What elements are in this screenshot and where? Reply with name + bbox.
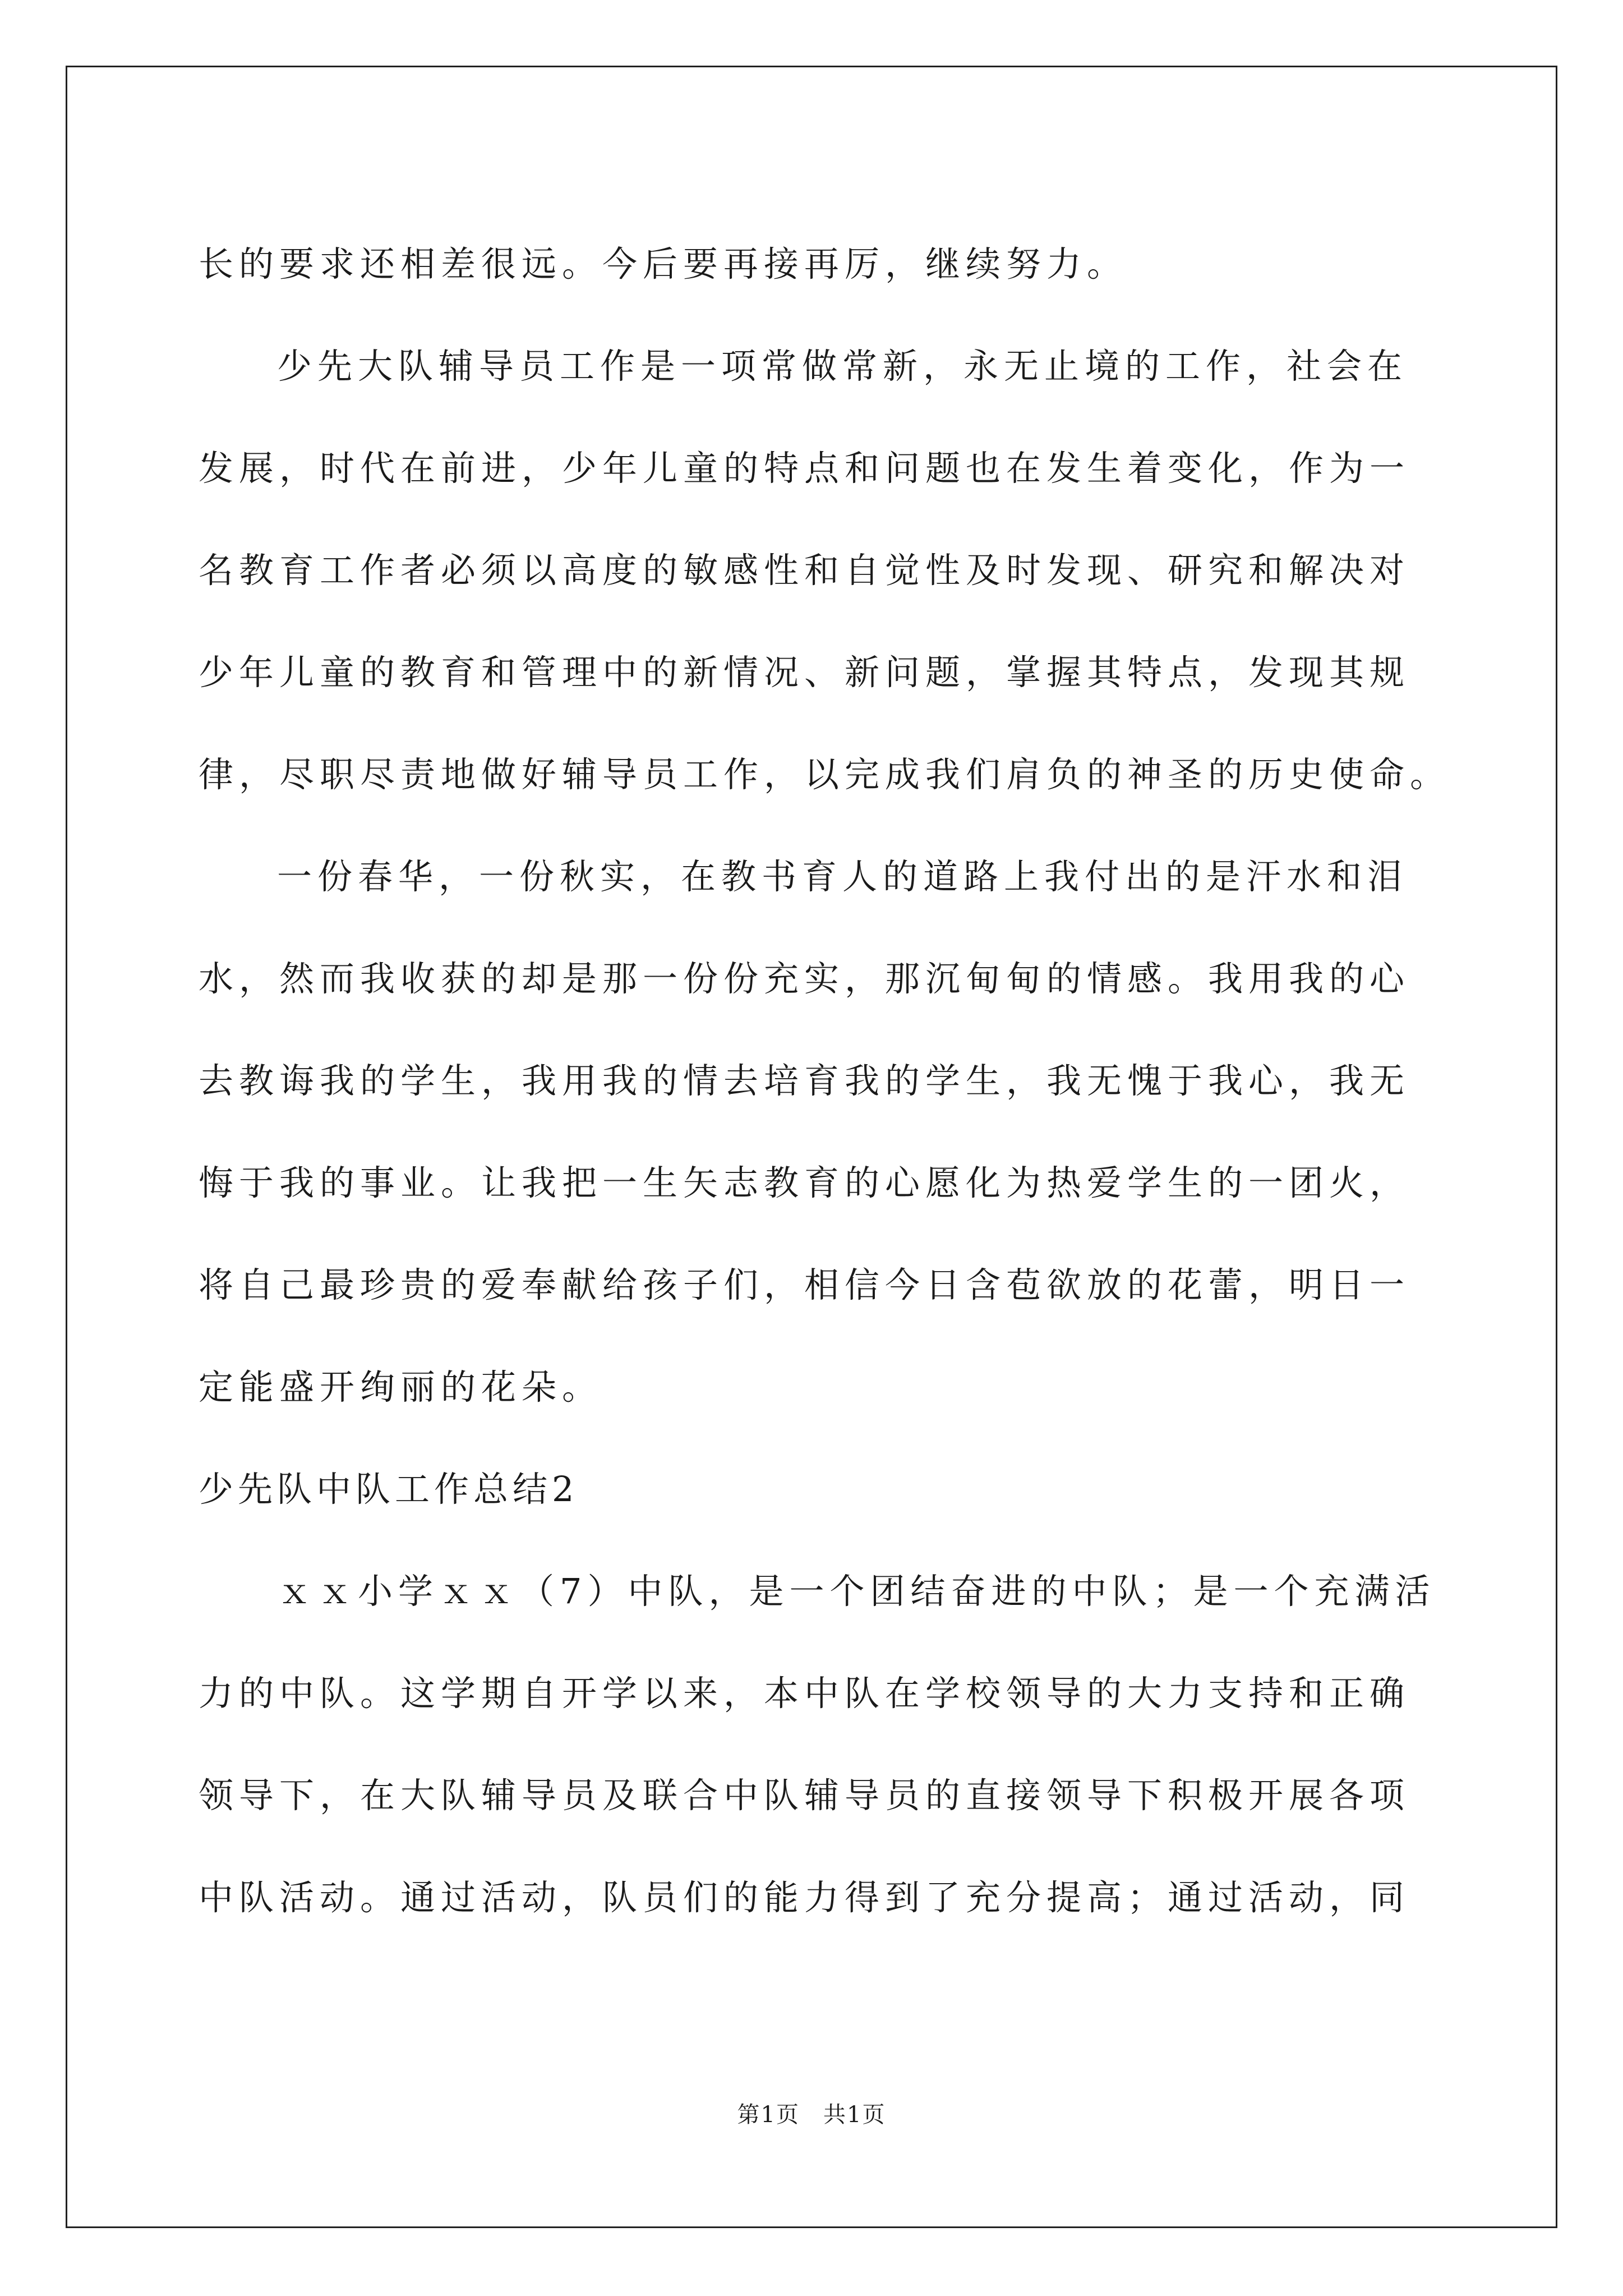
text-line: 水，然而我收获的却是那一份份充实，那沉甸甸的情感。我用我的心: [199, 958, 1410, 999]
text-line: 中队活动。通过活动，队员们的能力得到了充分提高；通过活动，同: [199, 1877, 1410, 1918]
document-body: [199, 213, 1451, 1949]
page-number-footer: 第1页 共1页: [737, 2102, 886, 2128]
section-heading: 少先队中队工作总结2: [199, 1469, 579, 1510]
text-line: 定能盛开绚丽的花朵。: [199, 1366, 603, 1407]
text-line: 发展，时代在前进，少年儿童的特点和问题也在发生着变化，作为一: [199, 448, 1410, 489]
paragraph-start-line: 一份春华，一份秋实，在教书育人的道路上我付出的是汗水和泪: [277, 856, 1408, 897]
paragraph-start-line: ｘｘ小学ｘｘ（7）中队，是一个团结奋进的中队；是一个充满活: [277, 1571, 1436, 1612]
text-line: 名教育工作者必须以高度的敏感性和自觉性及时发现、研究和解决对: [199, 550, 1410, 591]
text-line: 律，尽职尽责地做好辅导员工作，以完成我们肩负的神圣的历史使命。: [199, 754, 1451, 795]
text-line: 少年儿童的教育和管理中的新情况、新问题，掌握其特点，发现其规: [199, 652, 1410, 693]
text-line: 长的要求还相差很远。今后要再接再厉，继续努力。: [199, 243, 1128, 284]
text-line: 去教诲我的学生，我用我的情去培育我的学生，我无愧于我心，我无: [199, 1060, 1410, 1101]
text-line: 领导下，在大队辅导员及联合中队辅导员的直接领导下积极开展各项: [199, 1775, 1410, 1816]
text-line: 力的中队。这学期自开学以来，本中队在学校领导的大力支持和正确: [199, 1673, 1410, 1714]
paragraph-start-line: 少先大队辅导员工作是一项常做常新，永无止境的工作，社会在: [277, 346, 1408, 386]
text-line: 悔于我的事业。让我把一生矢志教育的心愿化为热爱学生的一团火，: [199, 1162, 1410, 1203]
text-line: 将自己最珍贵的爱奉献给孩子们，相信今日含苞欲放的花蕾，明日一: [199, 1264, 1410, 1305]
